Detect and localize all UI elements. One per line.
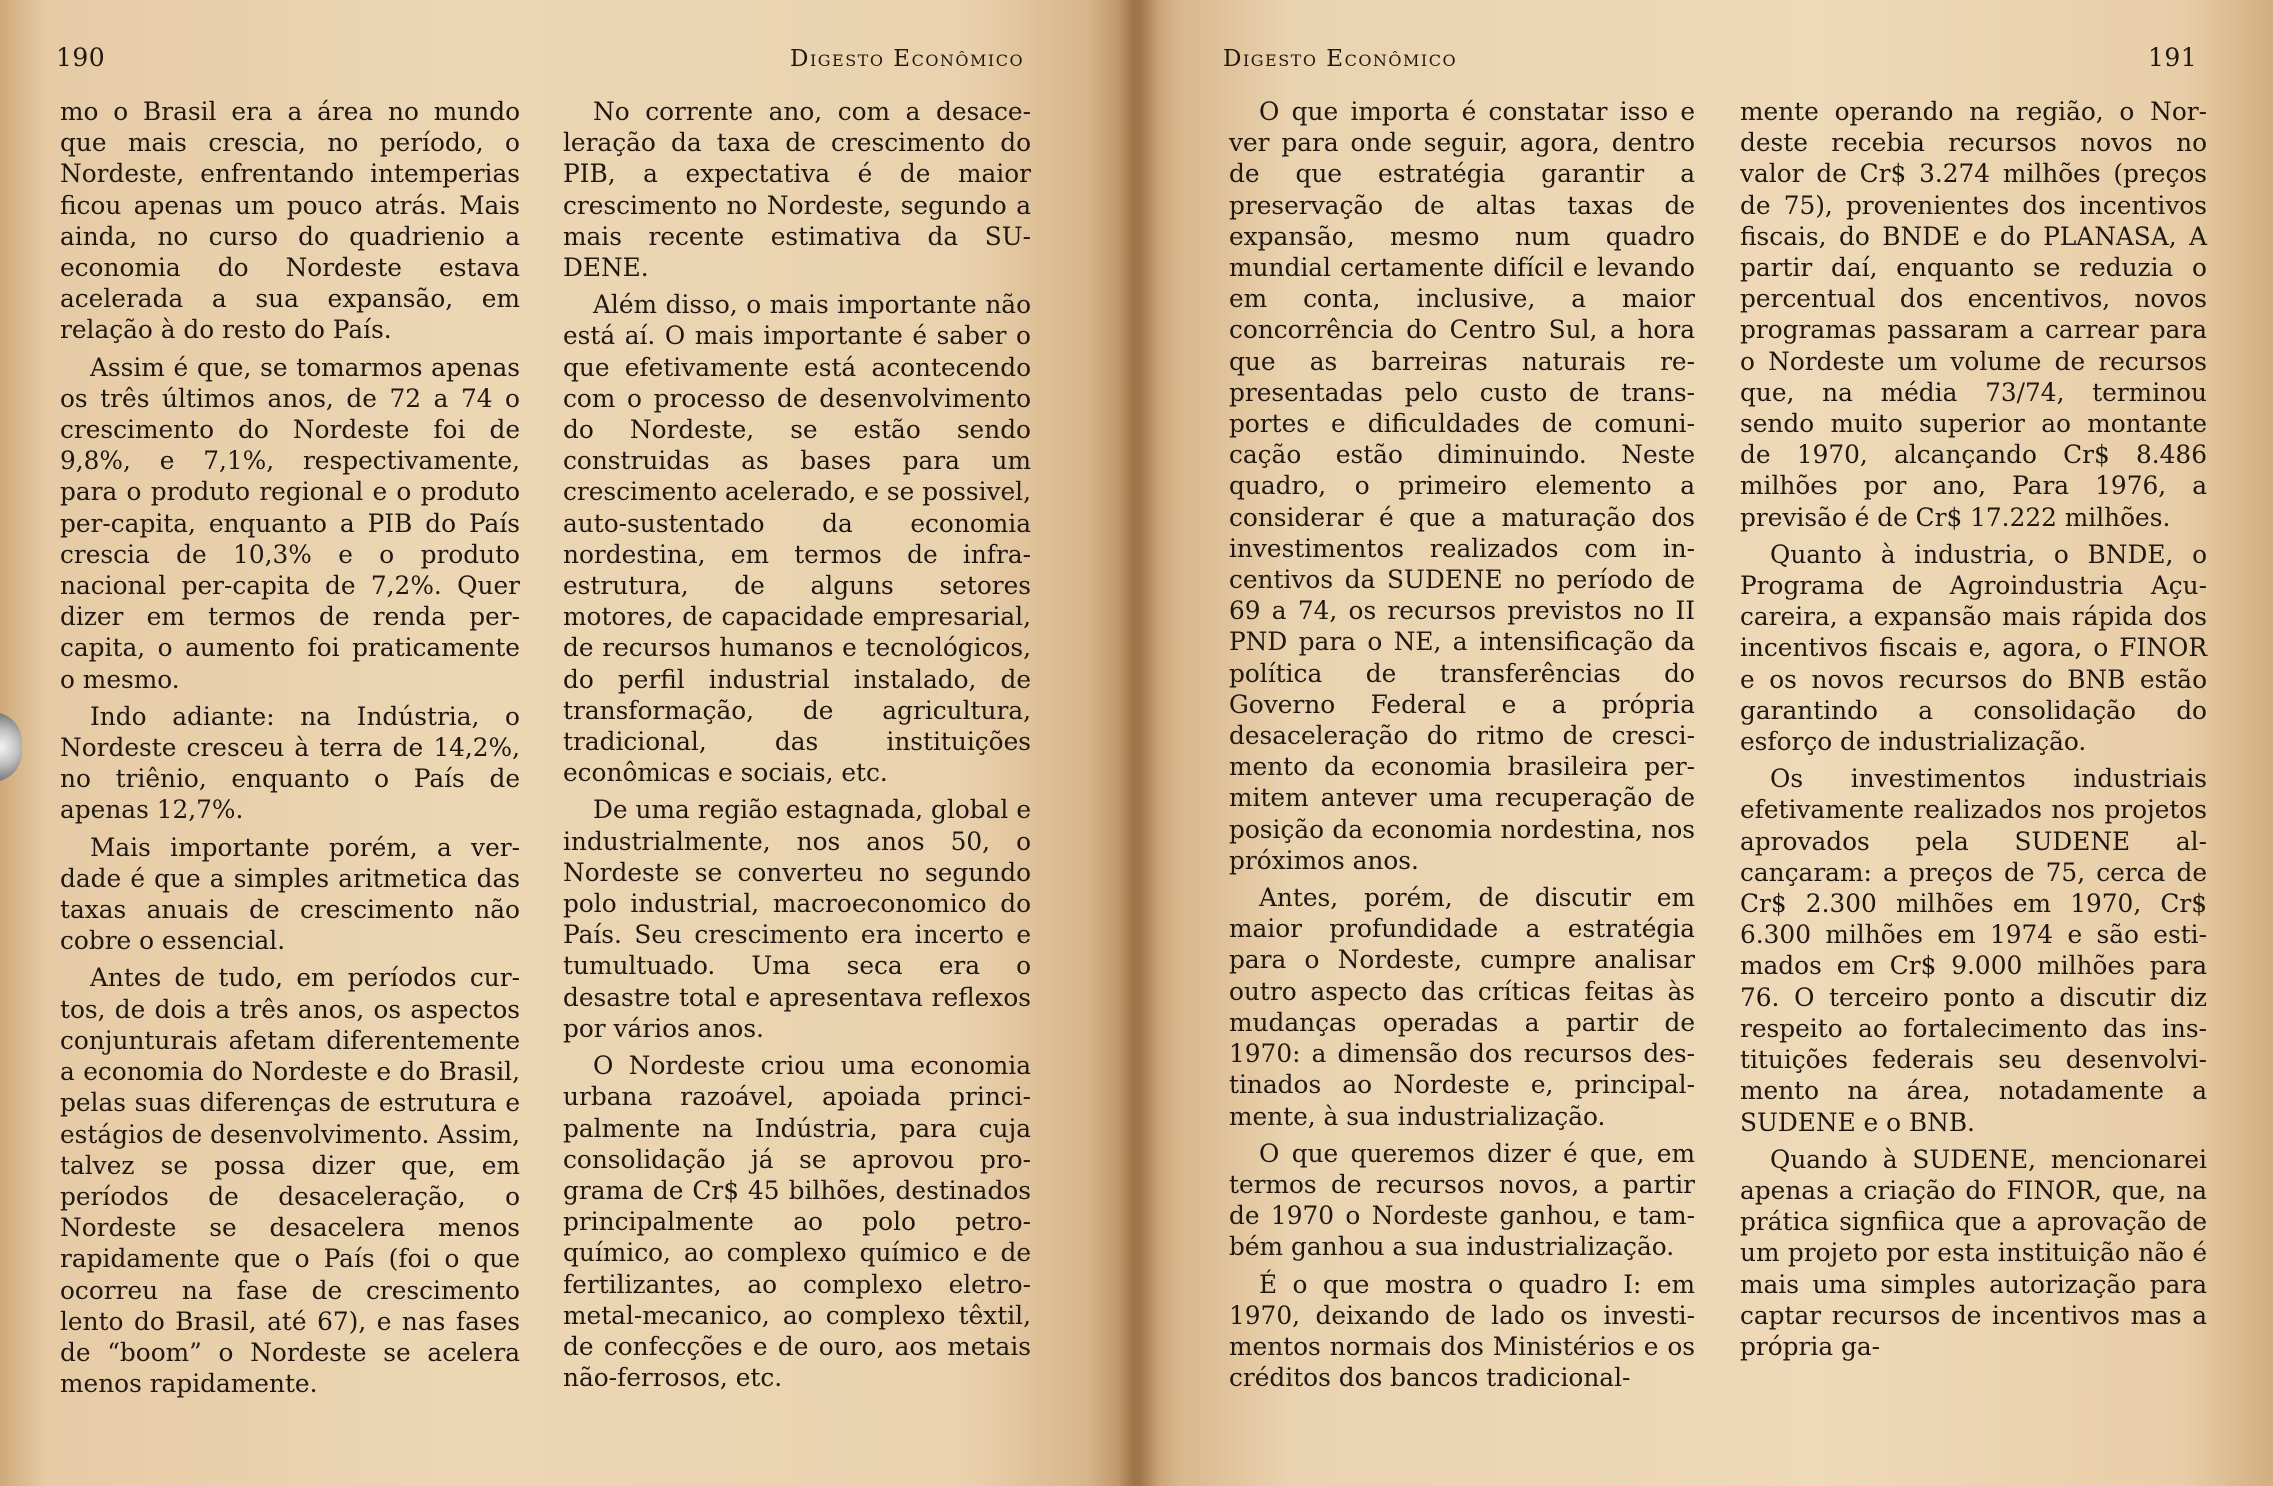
paragraph: O que queremos dizer é que, em termos de recursos novos, a partir de 1970 o Nordeste ganhou, e também ganhou a sua industrialização. xyxy=(1229,1138,1695,1262)
paragraph: O que importa é constatar isso e ver para onde seguir, agora, dentro de que estratégia garantir a preservação de altas taxas de expansão, mesmo num quadro mundial certamente difícil e levando em conta, inclusive, a maior concorrência do Centro Sul, a hora que as barreiras naturais representadas pelo custo de transportes e dificuldades de comunicação estão diminuindo. Neste quadro, o primeiro elemento a considerar é que a maturação dos investimentos realizados com incentivos da SUDENE no período de 69 a 74, os recursos previstos no II PND para o NE, a intensificação da política de transferências do Governo Federal e a própria desaceleração do ritmo de crescimento da economia brasileira permitem antever uma recuperação de posição da economia nordestina, nos próximos anos. xyxy=(1229,97,1695,875)
left-page xyxy=(0,0,1133,1486)
paragraph: Quanto à industria, o BNDE, o Programa de Agroindustria Açucareira, a expansão mais rápida dos incentivos fiscais e, agora, o FINOR e os novos recursos do BNB estão garantindo a consolidação do esforço de industrialização. xyxy=(1740,539,2207,757)
text-column-3 xyxy=(1229,96,1695,1399)
text-column-1 xyxy=(60,96,520,1405)
binding-clip xyxy=(0,712,22,782)
paragraph: Os investimentos industriais efetivamente realizados nos projetos aprovados pela SUDENE alcançaram: a preços de 75, cerca de Cr$ 2.300 milhões em 1970, Cr$ 6.300 milhões em 1974 e são estimados em Cr$ 9.000 milhões para 76. O terceiro ponto a discutir diz respeito ao fortalecimento das instituições federais seu desenvolvimento na área, notadamente a SUDENE e o BNB. xyxy=(1740,764,2207,1137)
paragraph: Além disso, o mais importante não está aí. O mais importante é saber o que efetivamente está acontecendo com o processo de desenvolvimento do Nordeste, se estão sendo construidas as bases para um crescimento acelerado, e se possivel, auto-sustentado da economia nordestina, em termos de infra-estrutura, de alguns setores motores, de capacidade empresarial, de recursos humanos e tecnológicos, do perfil industrial instalado, de transformação, de agricultura, tradicional, das instituições econômicas e sociais, etc. xyxy=(563,290,1031,788)
page-number: 191 xyxy=(2148,43,2198,72)
paragraph: Mais importante porém, a verdade é que a simples aritmetica das taxas anuais de crescimento não cobre o essencial. xyxy=(60,832,520,956)
paragraph: Indo adiante: na Indústria, o Nordeste cresceu à terra de 14,2%, no triênio, enquanto o País de apenas 12,7%. xyxy=(60,701,520,825)
text-column-4 xyxy=(1740,96,2207,1368)
paragraph: No corrente ano, com a desaceleração da taxa de crescimento do PIB, a expectativa é de maior crescimento no Nordeste, segundo a mais recente estimativa da SUDENE. xyxy=(563,97,1031,283)
paragraph: mente operando na região, o Nordeste recebia recursos novos no valor de Cr$ 3.274 milhões (preços de 75), provenientes dos incentivos fiscais, do BNDE e do PLANASA, A partir daí, enquanto se reduzia o percentual dos encentivos, novos programas passaram a carrear para o Nordeste um volume de recursos que, na média 73/74, terminou sendo muito superior ao montante de 1970, alcançando Cr$ 8.486 milhões por ano, Para 1976, a previsão é de Cr$ 17.222 milhões. xyxy=(1740,97,2207,532)
paragraph: Antes de tudo, em períodos curtos, de dois a três anos, os aspectos conjunturais afetam diferentemente a economia do Nordeste e do Brasil, pelas suas diferenças de estrutura e estágios de desenvolvimento. Assim, talvez se possa dizer que, em períodos de desaceleração, o Nordeste se desacelera menos rapidamente que o País (foi o que ocorreu na fase de crescimento lento do Brasil, até 67), e nas fases de “boom” o Nordeste se acelera menos rapidamente. xyxy=(60,963,520,1399)
paragraph: mo o Brasil era a área no mundo que mais crescia, no período, o Nordeste, enfrentando intemperias ficou apenas um pouco atrás. Mais ainda, no curso do quadrienio a economia do Nordeste estava acelerada a sua expansão, em relação à do resto do País. xyxy=(60,97,520,345)
paragraph: De uma região estagnada, global e industrialmente, nos anos 50, o Nordeste se converteu no segundo polo industrial, macroeconomico do País. Seu crescimento era incerto e tumultuado. Uma seca era o desastre total e apresentava reflexos por vários anos. xyxy=(563,795,1031,1043)
right-page xyxy=(1133,0,2273,1486)
page-number: 190 xyxy=(56,43,106,72)
paragraph: É o que mostra o quadro I: em 1970, deixando de lado os investimentos normais dos Ministérios e os créditos dos bancos tradicional- xyxy=(1229,1269,1695,1393)
running-head: Digesto Econômico xyxy=(1223,46,1458,72)
paragraph: Quando à SUDENE, mencionarei apenas a criação do FINOR, que, na prática signfiica que a aprovação de um projeto por esta instituição não é mais uma simples autorização para captar recursos de incentivos mas a própria ga- xyxy=(1740,1144,2207,1361)
text-column-2 xyxy=(563,96,1031,1399)
paragraph: O Nordeste criou uma economia urbana razoável, apoiada principalmente na Indústria, para cuja consolidação já se aprovou programa de Cr$ 45 bilhões, destinados principalmente ao polo petroquímico, ao complexo químico e de fertilizantes, ao complexo eletro-metal-mecanico, ao complexo têxtil, de confecções e de ouro, aos metais não-ferrosos, etc. xyxy=(563,1051,1031,1393)
paragraph: Antes, porém, de discutir em maior profundidade a estratégia para o Nordeste, cumpre analisar outro aspecto das críticas feitas às mudanças operadas a partir de 1970: a dimensão dos recursos destinados ao Nordeste e, principalmente, à sua industrialização. xyxy=(1229,883,1695,1131)
running-head: Digesto Econômico xyxy=(790,46,1025,72)
paragraph: Assim é que, se tomarmos apenas os três últimos anos, de 72 a 74 o crescimento do Nordeste foi de 9,8%, e 7,1%, respectivamente, para o produto regional e o produto per-capita, enquanto a PIB do País crescia de 10,3% e o produto nacional per-capita de 7,2%. Quer dizer em termos de renda per-capita, o aumento foi praticamente o mesmo. xyxy=(60,352,520,694)
